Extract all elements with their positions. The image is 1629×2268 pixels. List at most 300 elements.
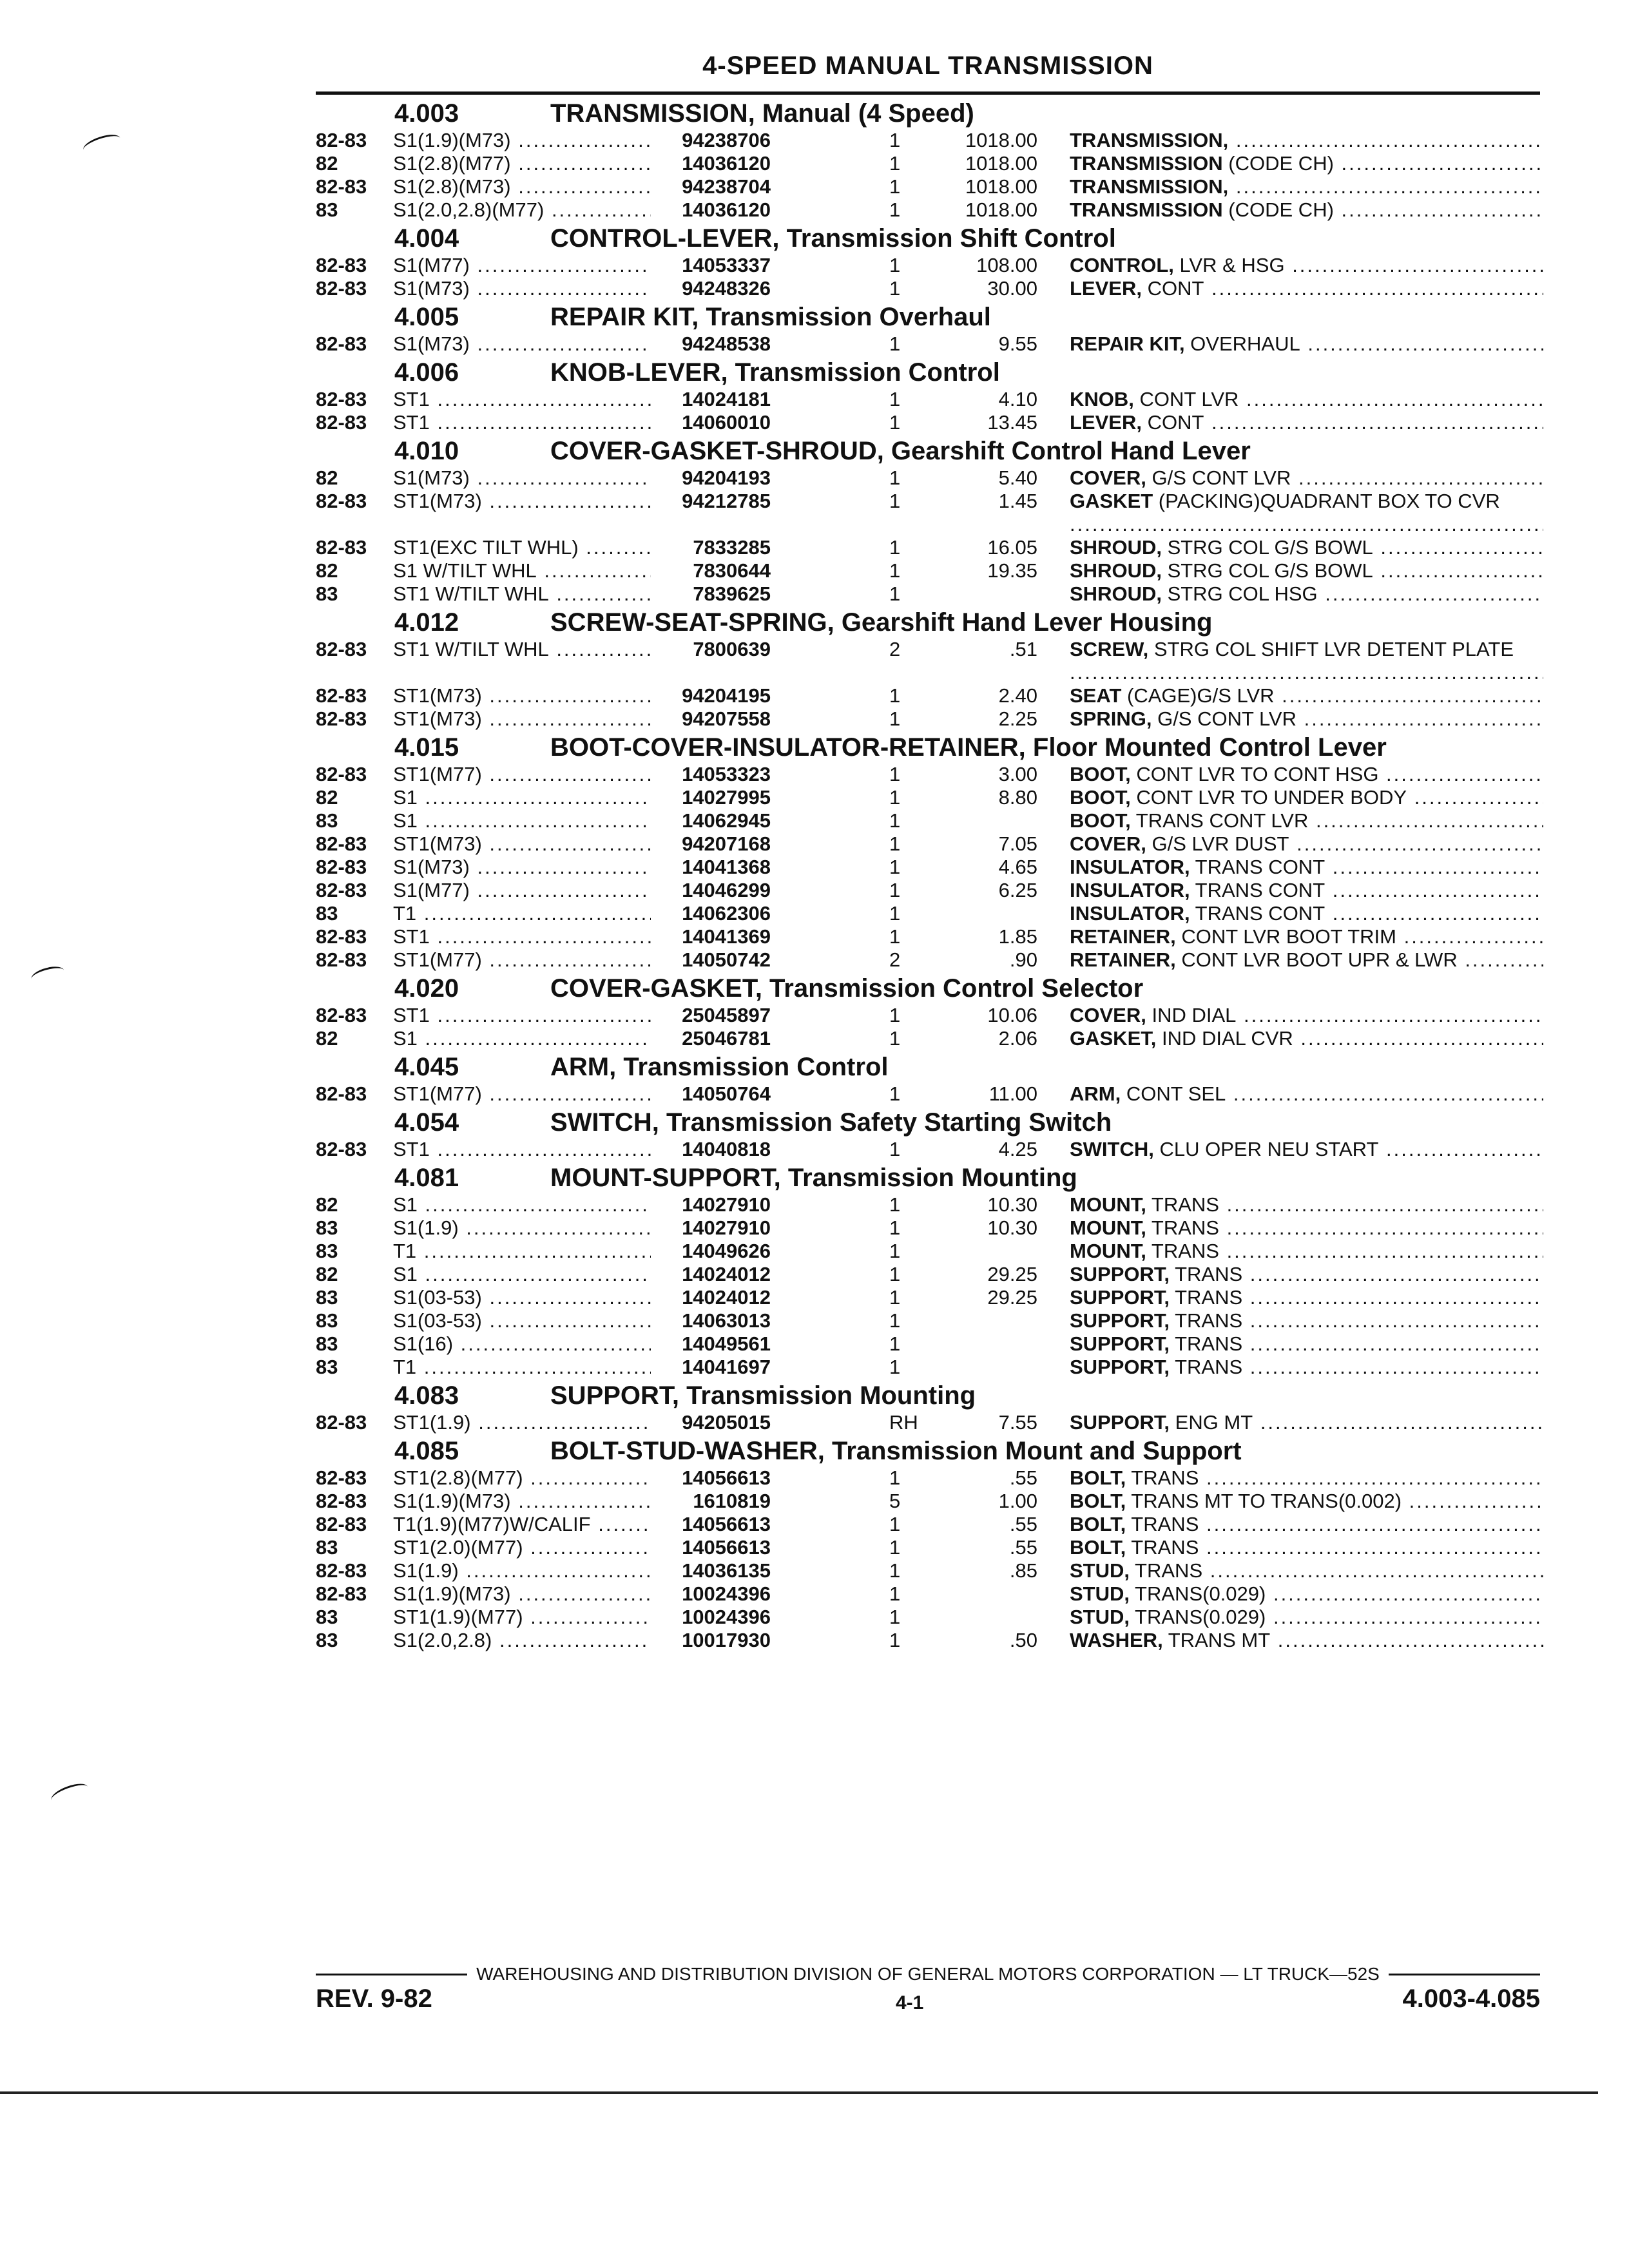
description-detail: TRANS: [1170, 1332, 1243, 1355]
model-code: ST1(M77) .....: [393, 763, 651, 786]
description-detail: CONT LVR TO CONT HSG: [1130, 763, 1379, 785]
part-number: 14056613: [651, 1536, 771, 1559]
part-number: 14053337: [651, 254, 771, 277]
list-price: .51: [1009, 638, 1037, 660]
group-number: 4.012: [394, 608, 459, 637]
group-number: 4.083: [394, 1381, 459, 1410]
list-price: 2.40: [998, 684, 1037, 707]
part-description: [1070, 1582, 1543, 1606]
group-title: BOOT-COVER-INSULATOR-RETAINER, Floor Mounted Control Lever: [550, 733, 1387, 762]
model-year: 82-83: [316, 411, 367, 434]
part-description: [1070, 1490, 1543, 1513]
group-number: 4.005: [394, 303, 459, 331]
part-row: [316, 809, 1543, 832]
description-noun: SUPPORT,: [1070, 1356, 1170, 1378]
list-price: 1018.00: [965, 129, 1037, 151]
quantity: 1: [889, 582, 901, 605]
description-noun: STUD,: [1070, 1606, 1130, 1628]
part-number: 7800639: [651, 638, 771, 661]
quantity: 1: [889, 1356, 901, 1378]
model-code: S1 .....: [393, 1027, 651, 1050]
part-row: [316, 1582, 1543, 1606]
quantity: 1: [889, 902, 901, 925]
quantity: 1: [889, 1286, 901, 1309]
quantity: 1: [889, 1027, 901, 1050]
quantity: 1: [889, 832, 901, 855]
list-price: 4.65: [998, 856, 1037, 878]
list-price: .85: [1009, 1559, 1037, 1582]
model-year: 83: [316, 198, 338, 221]
quantity: 1: [889, 1138, 901, 1160]
part-number: 10024396: [651, 1606, 771, 1629]
quantity: 1: [889, 1240, 901, 1262]
model-code: ST1(2.0)(M77) .....: [393, 1536, 651, 1559]
description-noun: STUD,: [1070, 1559, 1130, 1582]
quantity: 2: [889, 638, 901, 660]
quantity: 1: [889, 1582, 901, 1605]
description-noun: SUPPORT,: [1070, 1411, 1170, 1434]
model-code: S1 W/TILT WHL .....: [393, 559, 651, 582]
description-noun: TRANSMISSION,: [1070, 175, 1229, 198]
description-detail: TRANS: [1170, 1263, 1243, 1285]
model-code: T1 .....: [393, 902, 651, 925]
part-row: [316, 129, 1543, 152]
group-number: 4.003: [394, 99, 459, 128]
description-noun: BOLT,: [1070, 1490, 1126, 1512]
quantity: 1: [889, 1513, 901, 1535]
part-number: 14062945: [651, 809, 771, 832]
model-year: 83: [316, 1536, 338, 1559]
part-description: [1070, 254, 1543, 277]
model-code: S1(M73) .....: [393, 856, 651, 879]
description-noun: KNOB,: [1070, 388, 1134, 410]
quantity: 1: [889, 277, 901, 300]
model-year: 82-83: [316, 684, 367, 707]
footer-division: WAREHOUSING AND DISTRIBUTION DIVISION OF GENERAL MOTORS CORPORATION — LT TRUCK—52S: [476, 1964, 1380, 1984]
description-detail: STRG COL SHIFT LVR DETENT PLATE: [1148, 638, 1514, 660]
description-detail: CONT LVR BOOT UPR & LWR: [1175, 948, 1458, 971]
part-number: 94204195: [651, 684, 771, 707]
quantity: 1: [889, 684, 901, 707]
list-price: 1018.00: [965, 198, 1037, 221]
model-code: S1(1.9)(M73) .....: [393, 1582, 651, 1606]
part-description: [1070, 198, 1543, 222]
part-description: [1070, 638, 1543, 684]
model-year: 82-83: [316, 707, 367, 730]
list-price: .50: [1009, 1629, 1037, 1651]
list-price: 3.00: [998, 763, 1037, 785]
part-row: [316, 1263, 1543, 1286]
quantity: 1: [889, 536, 901, 559]
part-description: [1070, 1193, 1543, 1216]
footer-rule-left: [316, 1974, 467, 1975]
header-rule: [316, 91, 1540, 95]
group-number: 4.081: [394, 1164, 459, 1192]
part-description: [1070, 1356, 1543, 1379]
group-number: 4.045: [394, 1053, 459, 1081]
list-price: 8.80: [998, 786, 1037, 809]
model-code: ST1(M73) .....: [393, 707, 651, 731]
description-noun: WASHER,: [1070, 1629, 1163, 1651]
hole-punch-mark: [30, 964, 66, 986]
part-number: 14056613: [651, 1466, 771, 1490]
description-detail: TRANS CONT LVR: [1130, 809, 1309, 832]
part-row: [316, 856, 1543, 879]
description-noun: SHROUD,: [1070, 582, 1162, 605]
part-row: [316, 582, 1543, 606]
list-price: 29.25: [987, 1286, 1037, 1309]
quantity: 1: [889, 856, 901, 878]
part-row: [316, 707, 1543, 731]
model-code: ST1 .....: [393, 1004, 651, 1027]
part-description: [1070, 832, 1543, 856]
part-row: [316, 1559, 1543, 1582]
group-number: 4.004: [394, 224, 459, 253]
description-detail: CONT: [1141, 277, 1204, 300]
model-code: S1(M73) .....: [393, 332, 651, 356]
description-noun: MOUNT,: [1070, 1240, 1146, 1262]
quantity: 1: [889, 809, 901, 832]
part-number: 14041697: [651, 1356, 771, 1379]
description-detail: TRANS: [1146, 1193, 1219, 1216]
description-detail: STRG COL G/S BOWL: [1161, 559, 1373, 582]
part-description: [1070, 332, 1543, 356]
part-row: [316, 1309, 1543, 1332]
description-noun: BOOT,: [1070, 809, 1131, 832]
description-detail: TRANS: [1126, 1536, 1199, 1559]
description-detail: (CAGE)G/S LVR: [1121, 684, 1275, 707]
model-code: ST1(M73) .....: [393, 684, 651, 707]
description-noun: RETAINER,: [1070, 948, 1176, 971]
group-title: ARM, Transmission Control: [550, 1053, 889, 1081]
part-description: [1070, 856, 1543, 879]
description-detail: CLU OPER NEU START: [1153, 1138, 1379, 1160]
footer-rule-right: [1389, 1974, 1540, 1975]
quantity: 1: [889, 1193, 901, 1216]
part-number: 14041369: [651, 925, 771, 948]
model-code: S1(1.9)(M73) .....: [393, 129, 651, 152]
model-code: T1 .....: [393, 1356, 651, 1379]
part-number: 94248538: [651, 332, 771, 356]
part-row: [316, 879, 1543, 902]
part-number: 14027910: [651, 1216, 771, 1240]
model-code: ST1(M77) .....: [393, 948, 651, 972]
part-row: [316, 490, 1543, 536]
description-noun: COVER,: [1070, 1004, 1146, 1026]
model-code: S1(03-53) .....: [393, 1286, 651, 1309]
part-number: 14050764: [651, 1082, 771, 1106]
part-number: 14049626: [651, 1240, 771, 1263]
part-description: [1070, 1559, 1543, 1582]
model-year: 82-83: [316, 1582, 367, 1605]
description-detail: TRANS CONT: [1190, 856, 1325, 878]
model-code: S1(M73) .....: [393, 277, 651, 300]
model-year: 82-83: [316, 925, 367, 948]
quantity: RH: [889, 1411, 918, 1434]
group-header: [316, 733, 1543, 763]
model-year: 82-83: [316, 763, 367, 785]
group-header: [316, 1381, 1543, 1411]
part-row: [316, 152, 1543, 175]
model-year: 82: [316, 1027, 338, 1050]
model-code: S1(2.0,2.8)(M77) .....: [393, 198, 651, 222]
hole-punch-mark: [49, 1780, 90, 1807]
part-description: [1070, 490, 1543, 536]
model-code: ST1 .....: [393, 1138, 651, 1161]
part-row: [316, 388, 1543, 411]
part-description: [1070, 277, 1543, 300]
part-description: [1070, 1263, 1543, 1286]
group-title: REPAIR KIT, Transmission Overhaul: [550, 303, 991, 331]
list-price: 16.05: [987, 536, 1037, 559]
description-detail: CONT LVR BOOT TRIM: [1175, 925, 1396, 948]
list-price: 9.55: [998, 332, 1037, 355]
description-noun: INSULATOR,: [1070, 879, 1190, 901]
model-code: ST1 .....: [393, 388, 651, 411]
part-description: [1070, 1216, 1543, 1240]
part-description: [1070, 763, 1543, 786]
part-description: [1070, 786, 1543, 809]
group-header: [316, 1053, 1543, 1082]
part-row: [316, 1356, 1543, 1379]
model-year: 83: [316, 1332, 338, 1355]
model-code: ST1(1.9) .....: [393, 1411, 651, 1434]
model-code: ST1 .....: [393, 925, 651, 948]
model-code: S1(03-53) .....: [393, 1309, 651, 1332]
description-detail: OVERHAUL: [1184, 332, 1300, 355]
list-price: 7.55: [998, 1411, 1037, 1434]
quantity: 1: [889, 1004, 901, 1026]
part-description: [1070, 1606, 1543, 1629]
part-description: [1070, 388, 1543, 411]
part-row: [316, 638, 1543, 684]
description-detail: G/S LVR DUST: [1146, 832, 1289, 855]
part-description: [1070, 809, 1543, 832]
part-description: [1070, 1513, 1543, 1536]
part-row: [316, 332, 1543, 356]
part-description: [1070, 879, 1543, 902]
quantity: 1: [889, 1263, 901, 1285]
group-header: [316, 358, 1543, 388]
model-code: ST1(1.9)(M77) .....: [393, 1606, 651, 1629]
part-description: [1070, 1286, 1543, 1309]
part-description: [1070, 948, 1543, 972]
group-header: [316, 224, 1543, 254]
group-number: 4.006: [394, 358, 459, 387]
description-noun: BOLT,: [1070, 1513, 1126, 1535]
group-header: [316, 1164, 1543, 1193]
part-number: 14056613: [651, 1513, 771, 1536]
part-number: 14062306: [651, 902, 771, 925]
group-header: [316, 99, 1543, 129]
group-number: 4.020: [394, 974, 459, 1003]
list-price: 2.25: [998, 707, 1037, 730]
footer-division-line: [316, 1964, 1540, 1984]
group-title: COVER-GASKET, Transmission Control Selector: [550, 974, 1144, 1003]
quantity: 1: [889, 490, 901, 512]
description-noun: BOLT,: [1070, 1536, 1126, 1559]
model-year: 83: [316, 1240, 338, 1262]
list-price: 1.00: [998, 1490, 1037, 1512]
quantity: 1: [889, 1082, 901, 1105]
model-year: 82-83: [316, 490, 367, 512]
quantity: 1: [889, 466, 901, 489]
quantity: 1: [889, 332, 901, 355]
description-noun: GASKET,: [1070, 1027, 1157, 1050]
part-row: [316, 411, 1543, 434]
model-year: 82-83: [316, 879, 367, 901]
list-price: 6.25: [998, 879, 1037, 901]
description-noun: MOUNT,: [1070, 1216, 1146, 1239]
group-number: 4.010: [394, 437, 459, 465]
part-number: 94204193: [651, 466, 771, 490]
model-year: 82: [316, 466, 338, 489]
model-year: 82-83: [316, 1490, 367, 1512]
part-row: [316, 684, 1543, 707]
part-description: [1070, 902, 1543, 925]
quantity: 1: [889, 198, 901, 221]
part-row: [316, 832, 1543, 856]
list-price: 4.25: [998, 1138, 1037, 1160]
group-title: SWITCH, Transmission Safety Starting Switch: [550, 1108, 1112, 1137]
part-number: 7839625: [651, 582, 771, 606]
description-noun: STUD,: [1070, 1582, 1130, 1605]
list-price: 5.40: [998, 466, 1037, 489]
group-header: [316, 1437, 1543, 1466]
part-number: 94248326: [651, 277, 771, 300]
description-detail: TRANS: [1170, 1286, 1243, 1309]
part-description: [1070, 1082, 1543, 1106]
description-detail: STRG COL HSG: [1161, 582, 1318, 605]
footer: [316, 1984, 1540, 2017]
part-row: [316, 786, 1543, 809]
part-description: [1070, 152, 1543, 175]
part-description: [1070, 129, 1543, 152]
part-number: 10024396: [651, 1582, 771, 1606]
description-detail: TRANS MT: [1162, 1629, 1271, 1651]
description-detail: CONT LVR: [1133, 388, 1239, 410]
model-code: T1(1.9)(M77)W/CALIF .....: [393, 1513, 651, 1536]
model-year: 82: [316, 786, 338, 809]
part-number: 7830644: [651, 559, 771, 582]
part-number: 94207558: [651, 707, 771, 731]
model-year: 82-83: [316, 277, 367, 300]
part-description: [1070, 411, 1543, 434]
part-description: [1070, 559, 1543, 582]
model-code: S1(2.0,2.8) .....: [393, 1629, 651, 1652]
part-row: [316, 1332, 1543, 1356]
quantity: 1: [889, 1466, 901, 1489]
part-row: [316, 1490, 1543, 1513]
list-price: 1018.00: [965, 175, 1037, 198]
list-price: 1.45: [998, 490, 1037, 512]
description-detail: G/S CONT LVR: [1146, 466, 1291, 489]
description-detail: CONT LVR TO UNDER BODY: [1130, 786, 1407, 809]
part-description: [1070, 175, 1543, 198]
model-code: ST1 W/TILT WHL .....: [393, 582, 651, 606]
quantity: 1: [889, 559, 901, 582]
description-noun: INSULATOR,: [1070, 902, 1190, 925]
part-description: [1070, 1332, 1543, 1356]
model-year: 83: [316, 1629, 338, 1651]
model-year: 82: [316, 559, 338, 582]
quantity: 1: [889, 152, 901, 175]
quantity: 1: [889, 879, 901, 901]
part-number: 14024012: [651, 1286, 771, 1309]
description-noun: TRANSMISSION: [1070, 198, 1223, 221]
quantity: 1: [889, 175, 901, 198]
model-year: 82: [316, 1193, 338, 1216]
model-year: 82-83: [316, 832, 367, 855]
group-number: 4.054: [394, 1108, 459, 1137]
list-price: 13.45: [987, 411, 1037, 434]
model-year: 82-83: [316, 1513, 367, 1535]
model-year: 83: [316, 1216, 338, 1239]
model-year: 83: [316, 809, 338, 832]
description-detail: TRANS: [1130, 1559, 1203, 1582]
group-header: [316, 437, 1543, 466]
part-number: 25045897: [651, 1004, 771, 1027]
model-code: ST1(M73) .....: [393, 832, 651, 856]
model-code: S1(M73) .....: [393, 466, 651, 490]
part-number: 14046299: [651, 879, 771, 902]
part-number: 14060010: [651, 411, 771, 434]
model-code: ST1(M77) .....: [393, 1082, 651, 1106]
group-range: 4.003-4.085: [1402, 1984, 1540, 2013]
model-year: 83: [316, 1286, 338, 1309]
part-row: [316, 175, 1543, 198]
revision-label: REV. 9-82: [316, 1984, 432, 2013]
model-code: ST1 W/TILT WHL .....: [393, 638, 651, 661]
description-noun: LEVER,: [1070, 277, 1142, 300]
part-description: [1070, 1629, 1543, 1652]
model-year: 82-83: [316, 856, 367, 878]
quantity: 1: [889, 411, 901, 434]
description-detail: TRANS CONT: [1190, 902, 1325, 925]
part-number: 14024012: [651, 1263, 771, 1286]
model-code: S1(1.9) .....: [393, 1559, 651, 1582]
description-noun: SUPPORT,: [1070, 1332, 1170, 1355]
group-title: CONTROL-LEVER, Transmission Shift Control: [550, 224, 1116, 253]
description-noun: SWITCH,: [1070, 1138, 1154, 1160]
model-year: 82: [316, 152, 338, 175]
part-number: 14050742: [651, 948, 771, 972]
scan-edge-line: [0, 2091, 1598, 2094]
model-year: 82-83: [316, 1138, 367, 1160]
model-year: 82-83: [316, 1082, 367, 1105]
part-row: [316, 1004, 1543, 1027]
part-row: [316, 277, 1543, 300]
description-noun: CONTROL,: [1070, 254, 1174, 276]
model-code: S1 .....: [393, 786, 651, 809]
model-year: 82-83: [316, 1559, 367, 1582]
page-number: 4-1: [896, 1992, 924, 2013]
quantity: 1: [889, 707, 901, 730]
description-noun: MOUNT,: [1070, 1193, 1146, 1216]
list-price: .55: [1009, 1466, 1037, 1489]
quantity: 1: [889, 1629, 901, 1651]
description-detail: TRANS: [1146, 1240, 1219, 1262]
description-noun: COVER,: [1070, 466, 1146, 489]
model-code: S1(16) .....: [393, 1332, 651, 1356]
part-number: 25046781: [651, 1027, 771, 1050]
part-number: 14036120: [651, 198, 771, 222]
description-noun: SEAT: [1070, 684, 1122, 707]
part-number: 94205015: [651, 1411, 771, 1434]
part-number: 7833285: [651, 536, 771, 559]
model-code: S1(2.8)(M77) .....: [393, 152, 651, 175]
part-description: [1070, 1027, 1543, 1050]
